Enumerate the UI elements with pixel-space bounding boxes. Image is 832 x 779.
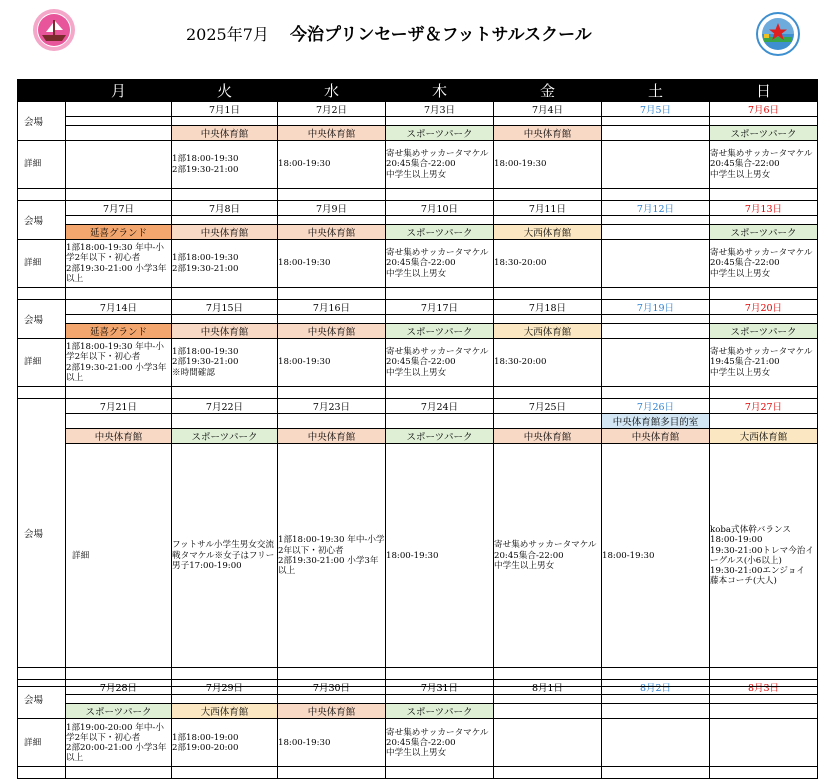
- gap-row: [18, 189, 818, 201]
- venue-row: [18, 704, 818, 719]
- spacer-cell: [494, 189, 602, 201]
- spacer-cell: [66, 216, 172, 225]
- spacer-cell: [18, 387, 66, 399]
- detail-cell: 1部18:00-19:00 2部19:00-20:00: [172, 719, 278, 767]
- spacer-cell: [710, 216, 818, 225]
- venue-cell: スポーツパーク: [386, 225, 494, 240]
- spacer-cell: [494, 117, 602, 126]
- venue-cell: スポーツパーク: [386, 704, 494, 719]
- date-cell: 7月13日: [710, 201, 818, 216]
- month-title: 2025年7月: [186, 25, 269, 44]
- gap-row: [18, 668, 818, 680]
- detail-cell: koba式体幹バランス 18:00-19:00 19:30-21:00トレマ今治イーグルス(小6以上) 19:30-21:00エンジョイ 藤本コーチ(大人): [710, 444, 818, 668]
- detail-cell: 寄せ集めサッカータマケル 19:45集合-21:00 中学生以上男女: [710, 339, 818, 387]
- date-cell: 7月6日: [710, 102, 818, 117]
- detail-cell: 寄せ集めサッカータマケル 20:45集合-22:00 中学生以上男女: [386, 141, 494, 189]
- date-row: [18, 399, 818, 414]
- date-cell: 7月25日: [494, 399, 602, 414]
- spacer-cell: [386, 315, 494, 324]
- date-cell: 7月14日: [66, 300, 172, 315]
- venue-label: 会場: [18, 102, 66, 141]
- venue-cell: 中央体育館: [278, 225, 386, 240]
- spacer-cell: [386, 668, 494, 680]
- detail-cell: 18:00-19:30: [602, 444, 710, 668]
- spacer-cell: [66, 414, 172, 429]
- spacer-cell: [602, 695, 710, 704]
- date-cell: 7月27日: [710, 399, 818, 414]
- venue-cell: スポーツパーク: [710, 126, 818, 141]
- date-cell: 7月24日: [386, 399, 494, 414]
- gap-row: [18, 387, 818, 399]
- detail-cell: [602, 339, 710, 387]
- venue-cell: 中央体育館: [66, 429, 172, 444]
- spacer-cell: [602, 387, 710, 399]
- detail-label: 詳細: [66, 444, 172, 668]
- date-cell: 7月20日: [710, 300, 818, 315]
- venue-cell: スポーツパーク: [386, 429, 494, 444]
- spacer-cell: [710, 315, 818, 324]
- weekday-fri: 金: [494, 80, 602, 102]
- venue-cell: [602, 225, 710, 240]
- spacer-cell: [66, 668, 172, 680]
- spacer-cell: [710, 387, 818, 399]
- spacer-cell: [494, 288, 602, 300]
- detail-cell: 寄せ集めサッカータマケル 20:45集合-22:00 中学生以上男女: [386, 339, 494, 387]
- date-cell: 7月8日: [172, 201, 278, 216]
- spacer-cell: [602, 767, 710, 779]
- spacer-cell: [602, 288, 710, 300]
- date-cell: 7月19日: [602, 300, 710, 315]
- date-cell: 7月31日: [386, 680, 494, 695]
- spacer-cell: [66, 117, 172, 126]
- venue-cell: 中央体育館: [602, 429, 710, 444]
- spacer-cell: [494, 315, 602, 324]
- venue-cell: 延喜グランド: [66, 324, 172, 339]
- detail-cell: 寄せ集めサッカータマケル 20:45集合-22:00 中学生以上男女: [386, 240, 494, 288]
- weekday-tue: 火: [172, 80, 278, 102]
- date-cell: [66, 102, 172, 117]
- spacer-cell: [66, 767, 172, 779]
- detail-cell: [602, 240, 710, 288]
- spacer-cell: [494, 695, 602, 704]
- detail-cell: 18:00-19:30: [494, 141, 602, 189]
- venue-cell: 中央体育館: [172, 126, 278, 141]
- spacer-cell: [278, 315, 386, 324]
- venue-cell: 中央体育館: [494, 429, 602, 444]
- date-cell: 7月11日: [494, 201, 602, 216]
- spacer-cell: [710, 189, 818, 201]
- spacer-cell: [602, 117, 710, 126]
- weekday-header-row: [18, 80, 818, 102]
- spacer-cell: [602, 668, 710, 680]
- detail-cell: 18:00-19:30: [278, 719, 386, 767]
- spacer-cell: [172, 189, 278, 201]
- weekday-sun: 日: [710, 80, 818, 102]
- spacer-cell: [172, 668, 278, 680]
- date-cell: 7月30日: [278, 680, 386, 695]
- detail-cell: 1部18:00-19:30 年中-小学2年以下・初心者 2部19:30-21:00 小学3年以上: [278, 444, 386, 668]
- detail-cell: 1部19:00-20:00 年中-小学2年以下・初心者 2部20:00-21:00 小学3年以上: [66, 719, 172, 767]
- detail-cell: 寄せ集めサッカータマケル 20:45集合-22:00 中学生以上男女: [386, 719, 494, 767]
- detail-row: [18, 719, 818, 767]
- spacer-cell: [386, 216, 494, 225]
- spacer-cell: [602, 315, 710, 324]
- detail-row: [18, 141, 818, 189]
- venue-cell: 大西体育館: [710, 429, 818, 444]
- venue-row: [18, 324, 818, 339]
- detail-cell: 18:00-19:30: [278, 339, 386, 387]
- date-row: [18, 680, 818, 695]
- venue-row: [18, 126, 818, 141]
- spacer-cell: [278, 216, 386, 225]
- detail-label: 詳細: [18, 141, 66, 189]
- schedule-table: [17, 79, 818, 779]
- spacer-cell: [710, 117, 818, 126]
- date-cell: 7月29日: [172, 680, 278, 695]
- spacer-cell: [386, 695, 494, 704]
- date-cell: 7月5日: [602, 102, 710, 117]
- detail-cell: 18:30-20:00: [494, 240, 602, 288]
- corner-cell: [18, 80, 66, 102]
- spacer-cell: [386, 767, 494, 779]
- date-cell: 7月18日: [494, 300, 602, 315]
- date-cell: 7月10日: [386, 201, 494, 216]
- spacer-cell: [18, 767, 66, 779]
- venue-cell: 大西体育館: [494, 225, 602, 240]
- detail-cell: [602, 141, 710, 189]
- detail-cell: [710, 719, 818, 767]
- date-cell: 7月22日: [172, 399, 278, 414]
- extra-venue-cell: 中央体育館多目的室: [602, 414, 710, 429]
- venue-cell: 中央体育館: [494, 126, 602, 141]
- spacer-cell: [66, 695, 172, 704]
- venue-cell: [710, 704, 818, 719]
- date-cell: 7月16日: [278, 300, 386, 315]
- venue-cell: 中央体育館: [278, 126, 386, 141]
- spacer-cell: [172, 117, 278, 126]
- venue-cell: 中央体育館: [278, 324, 386, 339]
- detail-label: 詳細: [18, 240, 66, 288]
- detail-label: 詳細: [18, 719, 66, 767]
- date-cell: 7月26日: [602, 399, 710, 414]
- spacer-cell: [386, 189, 494, 201]
- page-title: 今治プリンセーザ＆フットサルスクール: [290, 25, 592, 45]
- date-cell: 7月21日: [66, 399, 172, 414]
- spacer-cell: [18, 668, 66, 680]
- venue-label: 会場: [18, 300, 66, 339]
- gap-row: [18, 767, 818, 779]
- spacer-cell: [278, 189, 386, 201]
- spacer-cell: [710, 695, 818, 704]
- venue-label: 会場: [18, 201, 66, 240]
- spacer-cell: [278, 387, 386, 399]
- spacer-cell: [278, 767, 386, 779]
- spacer-cell: [172, 695, 278, 704]
- date-cell: 8月2日: [602, 680, 710, 695]
- spacer-cell: [386, 387, 494, 399]
- date-cell: 7月17日: [386, 300, 494, 315]
- spacer-cell: [494, 767, 602, 779]
- spacer-cell: [172, 387, 278, 399]
- detail-row: [18, 444, 818, 668]
- princesa-logo: [32, 8, 76, 52]
- detail-cell: 1部18:00-19:30 2部19:30-21:00 ※時間確認: [172, 339, 278, 387]
- venue-label: 会場: [18, 680, 66, 719]
- spacer-cell: [494, 668, 602, 680]
- venue-cell: 大西体育館: [172, 704, 278, 719]
- date-cell: 7月9日: [278, 201, 386, 216]
- spacer-cell: [172, 414, 278, 429]
- date-cell: 7月12日: [602, 201, 710, 216]
- weekday-mon: 月: [66, 80, 172, 102]
- venue-cell: [602, 324, 710, 339]
- venue-cell: [602, 704, 710, 719]
- date-row: [18, 102, 818, 117]
- detail-cell: 18:00-19:30: [386, 444, 494, 668]
- venue-cell: スポーツパーク: [710, 225, 818, 240]
- detail-cell: 寄せ集めサッカータマケル 20:45集合-22:00 中学生以上男女: [710, 240, 818, 288]
- venue-cell: スポーツパーク: [386, 324, 494, 339]
- date-cell: 7月7日: [66, 201, 172, 216]
- detail-label: 詳細: [18, 339, 66, 387]
- venue-row: [18, 429, 818, 444]
- date-cell: 7月15日: [172, 300, 278, 315]
- weekday-wed: 水: [278, 80, 386, 102]
- spacer-cell: [18, 189, 66, 201]
- detail-cell: [602, 719, 710, 767]
- spacer-cell: [278, 117, 386, 126]
- spacer-cell: [172, 767, 278, 779]
- venue-cell: 中央体育館: [278, 429, 386, 444]
- weekday-sat: 土: [602, 80, 710, 102]
- venue-cell: 中央体育館: [278, 704, 386, 719]
- date-cell: 7月23日: [278, 399, 386, 414]
- venue-cell: [494, 704, 602, 719]
- spacer-cell: [494, 387, 602, 399]
- spacer-cell: [386, 117, 494, 126]
- detail-cell: 18:00-19:30: [278, 240, 386, 288]
- date-cell: 7月1日: [172, 102, 278, 117]
- venue-cell: スポーツパーク: [66, 704, 172, 719]
- spacer-cell: [602, 189, 710, 201]
- venue-cell: 大西体育館: [494, 324, 602, 339]
- bottom-rule: [17, 686, 817, 687]
- detail-cell: フットサル小学生男女交流戦タマケル※女子はフリー 男子17:00-19:00: [172, 444, 278, 668]
- date-row: [18, 201, 818, 216]
- gap-row: [18, 288, 818, 300]
- spacer-cell: [278, 695, 386, 704]
- venue-cell: スポーツパーク: [172, 429, 278, 444]
- detail-cell: 1部18:00-19:30 2部19:30-21:00: [172, 141, 278, 189]
- date-cell: 7月28日: [66, 680, 172, 695]
- detail-cell: 18:00-19:30: [278, 141, 386, 189]
- date-cell: 7月2日: [278, 102, 386, 117]
- spacer-cell: [172, 315, 278, 324]
- spacer-cell: [66, 315, 172, 324]
- detail-cell: 1部18:00-19:30 年中-小学2年以下・初心者 2部19:30-21:00 小学3年以上: [66, 339, 172, 387]
- weekday-thu: 木: [386, 80, 494, 102]
- detail-cell: 寄せ集めサッカータマケル 20:45集合-22:00 中学生以上男女: [710, 141, 818, 189]
- date-row: [18, 300, 818, 315]
- spacer-cell: [602, 216, 710, 225]
- date-cell: 8月3日: [710, 680, 818, 695]
- detail-row: [18, 339, 818, 387]
- detail-cell: [494, 719, 602, 767]
- venue-label: 会場: [18, 399, 66, 668]
- spacer-cell: [18, 288, 66, 300]
- venue-cell: 中央体育館: [172, 225, 278, 240]
- spacer-cell: [66, 189, 172, 201]
- venue-cell: 中央体育館: [172, 324, 278, 339]
- spacer-cell: [172, 288, 278, 300]
- spacer-cell: [710, 414, 818, 429]
- detail-cell: 1部18:00-19:30 年中-小学2年以下・初心者 2部19:30-21:00 小学3年以上: [66, 240, 172, 288]
- date-cell: 8月1日: [494, 680, 602, 695]
- imabari-logo: [756, 12, 800, 56]
- spacer-cell: [66, 288, 172, 300]
- venue-cell: [602, 126, 710, 141]
- spacer-cell: [710, 288, 818, 300]
- date-cell: 7月4日: [494, 102, 602, 117]
- detail-cell: 18:30-20:00: [494, 339, 602, 387]
- spacer-cell: [386, 288, 494, 300]
- spacer-cell: [710, 668, 818, 680]
- spacer-cell: [278, 414, 386, 429]
- spacer-cell: [172, 216, 278, 225]
- detail-cell: [66, 141, 172, 189]
- venue-row: [18, 225, 818, 240]
- venue-cell: スポーツパーク: [710, 324, 818, 339]
- spacer-cell: [386, 414, 494, 429]
- detail-row: [18, 240, 818, 288]
- venue-cell: [66, 126, 172, 141]
- spacer-cell: [278, 288, 386, 300]
- venue-cell: スポーツパーク: [386, 126, 494, 141]
- date-cell: 7月3日: [386, 102, 494, 117]
- detail-cell: 寄せ集めサッカータマケル 20:45集合-22:00 中学生以上男女: [494, 444, 602, 668]
- spacer-cell: [494, 414, 602, 429]
- detail-cell: 1部18:00-19:30 2部19:30-21:00: [172, 240, 278, 288]
- spacer-cell: [278, 668, 386, 680]
- venue-cell: 延喜グランド: [66, 225, 172, 240]
- spacer-cell: [710, 767, 818, 779]
- spacer-cell: [494, 216, 602, 225]
- spacer-cell: [66, 387, 172, 399]
